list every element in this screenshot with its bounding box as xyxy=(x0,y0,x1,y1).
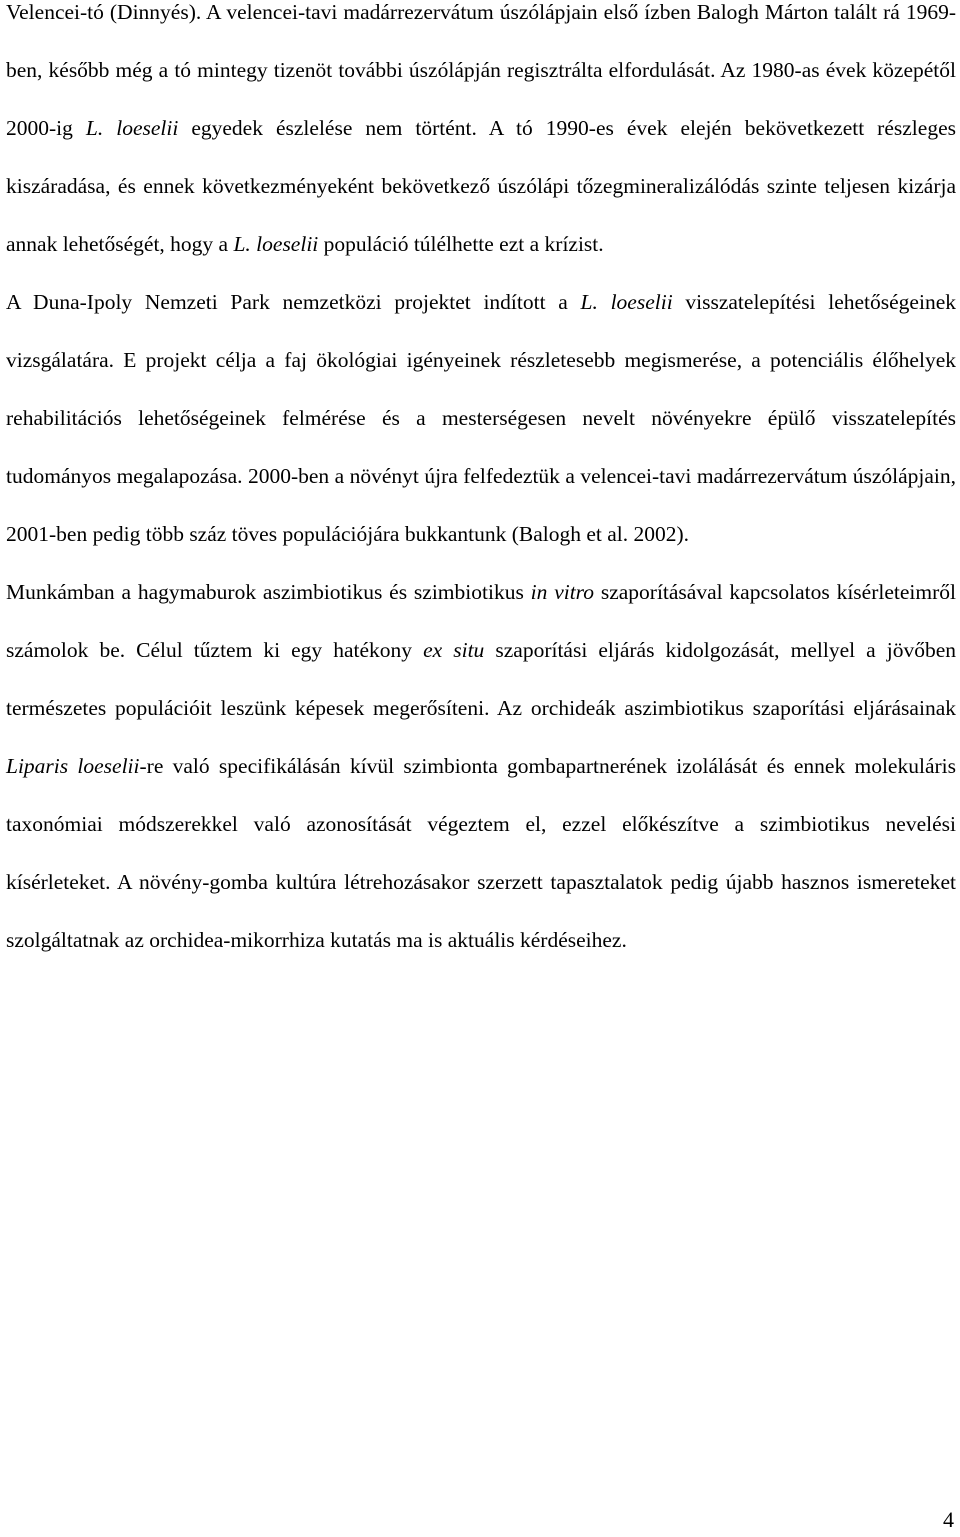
text-segment: Velencei-tó (Dinnyés). A velencei-tavi madárrezervátum úszólápjain első ízben Balogh Márton talált rá 1969-ben, később még a tó mintegy tizenöt további úszólápján regisztrálta elfordulását. Az 1980-as évek közepétől 2000-ig xyxy=(6,0,956,140)
paragraph-3 xyxy=(6,563,956,969)
text-segment: Munkámban a hagymaburok aszimbiotikus és szimbiotikus xyxy=(6,580,531,604)
text-segment: A Duna-Ipoly Nemzeti Park nemzetközi projektet indított a xyxy=(6,290,581,314)
text-segment: -re való specifikálásán kívül szimbionta gombapartnerének izolálását és ennek molekuláris taxonómiai módszerekkel való azonosítását végeztem el, ezzel előkészítve a szimbiotikus nevelési kísérleteket. A növény-gomba kultúra létrehozásakor szerzett tapasztalatok pedig újabb hasznos ismereteket szolgáltatnak az orchidea-mikorrhiza kutatás ma is aktuális kérdéseihez. xyxy=(6,754,956,952)
text-segment: szaporításával kapcsolatos kísérleteimről számolok be. Célul tűztem ki egy hatékony xyxy=(6,580,956,662)
species-name: L. loeselii xyxy=(580,290,673,314)
page-number: 4 xyxy=(943,1507,954,1532)
document-page xyxy=(6,0,956,969)
species-name: L. loeselii xyxy=(233,232,319,256)
italic-term: ex situ xyxy=(423,638,485,662)
text-segment: egyedek észlelése nem történt. A tó 1990-es évek elején bekövetkezett részleges kiszáradása, és ennek következményeként bekövetkező úszólápi tőzegmineralizálódás szinte teljesen kizárja annak lehetőségét, hogy a xyxy=(6,116,956,256)
species-name: Liparis loeselii xyxy=(6,754,140,778)
species-name: L. loeselii xyxy=(85,116,179,140)
paragraph-1 xyxy=(6,0,956,273)
text-segment: populáció túlélhette ezt a krízist. xyxy=(318,232,604,256)
text-segment: visszatelepítési lehetőségeinek vizsgálatára. E projekt célja a faj ökológiai igényeinek részletesebb megismerése, a potenciális élőhelyek rehabilitációs lehetőségeinek felmérése és a mesterségesen nevelt növényekre épülő visszatelepítés tudományos megalapozása. 2000-ben a növényt újra felfedeztük a velencei-tavi madárrezervátum úszólápjain, 2001-ben pedig több száz töves populációjára bukkantunk (Balogh et al. 2002). xyxy=(6,290,956,546)
italic-term: in vitro xyxy=(530,580,594,604)
paragraph-2 xyxy=(6,273,956,563)
text-segment: szaporítási eljárás kidolgozását, mellyel a jövőben természetes populációit leszünk képesek megerősíteni. Az orchideák aszimbiotikus szaporítási eljárásainak xyxy=(6,638,956,720)
